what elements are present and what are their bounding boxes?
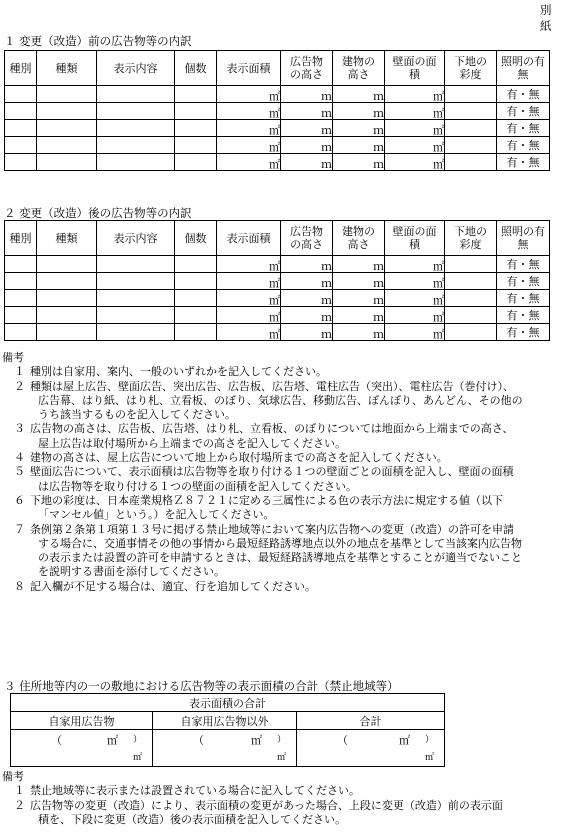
input-cell[interactable] bbox=[37, 86, 97, 103]
unit-label: ｍ bbox=[373, 124, 384, 137]
header-cell: 種類 bbox=[37, 51, 97, 86]
own-ads-value-cell[interactable]: （ ㎡ ） ㎡ bbox=[11, 730, 153, 767]
input-cell[interactable] bbox=[445, 256, 497, 273]
notes-heading: 備考 bbox=[2, 770, 24, 783]
header-cell: 建物の高さ bbox=[333, 51, 385, 86]
unit-label: ｍ bbox=[321, 90, 332, 103]
input-cell[interactable] bbox=[497, 120, 550, 137]
beppyo-label: 別 紙 bbox=[540, 3, 571, 33]
unit-label: ㎡ bbox=[269, 277, 280, 290]
input-cell[interactable] bbox=[281, 256, 333, 273]
input-cell[interactable] bbox=[385, 103, 445, 120]
input-cell[interactable] bbox=[175, 137, 217, 154]
input-cell[interactable] bbox=[497, 256, 550, 273]
input-cell[interactable] bbox=[333, 307, 385, 324]
table-row bbox=[5, 120, 550, 137]
input-cell[interactable] bbox=[37, 324, 97, 341]
header-cell: 照明の有無 bbox=[497, 221, 550, 256]
input-cell[interactable] bbox=[217, 86, 281, 103]
unit-label: ｍ bbox=[373, 311, 384, 324]
input-cell[interactable] bbox=[333, 154, 385, 171]
input-cell[interactable] bbox=[497, 137, 550, 154]
input-cell[interactable] bbox=[333, 273, 385, 290]
input-cell[interactable] bbox=[37, 273, 97, 290]
unit-label: ｍ bbox=[321, 328, 332, 341]
input-cell[interactable] bbox=[97, 103, 175, 120]
input-cell[interactable] bbox=[445, 86, 497, 103]
input-cell[interactable] bbox=[97, 137, 175, 154]
lighting-choice[interactable]: 有・無 bbox=[506, 275, 540, 288]
input-cell[interactable] bbox=[5, 256, 37, 273]
input-cell[interactable] bbox=[217, 290, 281, 307]
unit-label: ㎡ bbox=[269, 294, 280, 307]
unit-label: ㎡ bbox=[433, 124, 444, 137]
input-cell[interactable] bbox=[5, 137, 37, 154]
lighting-choice[interactable]: 有・無 bbox=[506, 105, 540, 118]
after-breakdown-table bbox=[4, 220, 550, 341]
input-cell[interactable] bbox=[445, 120, 497, 137]
input-cell[interactable] bbox=[497, 324, 550, 341]
input-cell[interactable] bbox=[217, 307, 281, 324]
input-cell[interactable] bbox=[217, 256, 281, 273]
input-cell[interactable] bbox=[385, 154, 445, 171]
input-cell[interactable] bbox=[175, 290, 217, 307]
input-cell[interactable] bbox=[37, 120, 97, 137]
lighting-choice[interactable]: 有・無 bbox=[506, 88, 540, 101]
unit-label: ㎡ bbox=[433, 107, 444, 120]
input-cell[interactable] bbox=[97, 120, 175, 137]
lighting-choice[interactable]: 有・無 bbox=[506, 326, 540, 339]
unit-label: ㎡ bbox=[269, 90, 280, 103]
unit-label: ㎡ bbox=[433, 90, 444, 103]
header-cell: 広告物の高さ bbox=[281, 221, 333, 256]
input-cell[interactable] bbox=[445, 290, 497, 307]
input-cell[interactable] bbox=[175, 307, 217, 324]
unit-label: ｍ bbox=[321, 124, 332, 137]
before-breakdown-table bbox=[4, 50, 550, 171]
input-cell[interactable] bbox=[175, 273, 217, 290]
unit-label: ㎡ bbox=[269, 260, 280, 273]
input-cell[interactable] bbox=[5, 273, 37, 290]
table-row bbox=[5, 103, 550, 120]
input-cell[interactable] bbox=[217, 103, 281, 120]
section3-title: ３ 住所地等内の一の敷地における広告物等の表示面積の合計（禁止地域等） bbox=[4, 679, 399, 693]
table-row bbox=[5, 307, 550, 324]
input-cell[interactable] bbox=[175, 256, 217, 273]
input-cell[interactable] bbox=[281, 120, 333, 137]
input-cell[interactable] bbox=[281, 273, 333, 290]
header-cell: 種別 bbox=[5, 221, 37, 256]
total-area-header: 表示面積の合計 bbox=[11, 694, 445, 712]
input-cell[interactable] bbox=[5, 86, 37, 103]
input-cell[interactable] bbox=[37, 290, 97, 307]
unit-label: ㎡ bbox=[269, 328, 280, 341]
input-cell[interactable] bbox=[497, 307, 550, 324]
table-row bbox=[5, 290, 550, 307]
input-cell[interactable] bbox=[385, 307, 445, 324]
unit-label: ｍ bbox=[373, 90, 384, 103]
input-cell[interactable] bbox=[5, 120, 37, 137]
header-cell: 下地の彩度 bbox=[445, 221, 497, 256]
unit-label: ㎡ bbox=[269, 107, 280, 120]
input-cell[interactable] bbox=[217, 324, 281, 341]
header-cell: 広告物の高さ bbox=[281, 51, 333, 86]
input-cell[interactable] bbox=[37, 307, 97, 324]
unit-label: ㎡ bbox=[269, 158, 280, 171]
input-cell[interactable] bbox=[333, 120, 385, 137]
unit-label: ｍ bbox=[373, 107, 384, 120]
unit-label: ｍ bbox=[321, 277, 332, 290]
table-row bbox=[5, 86, 550, 103]
input-cell[interactable] bbox=[97, 290, 175, 307]
input-cell[interactable] bbox=[445, 137, 497, 154]
input-cell[interactable] bbox=[333, 137, 385, 154]
unit-label: ｍ bbox=[321, 107, 332, 120]
unit-label: ｍ bbox=[321, 311, 332, 324]
unit-label: ㎡ bbox=[269, 141, 280, 154]
input-cell[interactable] bbox=[5, 290, 37, 307]
input-cell[interactable] bbox=[281, 324, 333, 341]
unit-label: ㎡ bbox=[433, 141, 444, 154]
input-cell[interactable] bbox=[281, 154, 333, 171]
input-cell[interactable] bbox=[281, 307, 333, 324]
input-cell[interactable] bbox=[281, 103, 333, 120]
header-cell: 建物の高さ bbox=[333, 221, 385, 256]
input-cell[interactable] bbox=[175, 154, 217, 171]
table-row bbox=[5, 256, 550, 273]
unit-label: ㎡ bbox=[269, 311, 280, 324]
input-cell[interactable] bbox=[97, 307, 175, 324]
unit-label: ｍ bbox=[373, 141, 384, 154]
input-cell[interactable] bbox=[497, 103, 550, 120]
header-cell: 種別 bbox=[5, 51, 37, 86]
input-cell[interactable] bbox=[281, 290, 333, 307]
input-cell[interactable] bbox=[385, 137, 445, 154]
header-cell: 表示内容 bbox=[97, 51, 175, 86]
header-cell: 下地の彩度 bbox=[445, 51, 497, 86]
input-cell[interactable] bbox=[37, 256, 97, 273]
input-cell[interactable] bbox=[333, 290, 385, 307]
section1-title: １ 変更（改造）前の広告物等の内訳 bbox=[4, 34, 192, 48]
table-row bbox=[5, 273, 550, 290]
input-cell[interactable] bbox=[333, 324, 385, 341]
header-cell: 表示内容 bbox=[97, 221, 175, 256]
col-total: 合計 bbox=[297, 712, 445, 730]
header-cell: 照明の有無 bbox=[497, 51, 550, 86]
input-cell[interactable] bbox=[5, 154, 37, 171]
input-cell[interactable] bbox=[333, 86, 385, 103]
total-value-cell[interactable]: （ ㎡ ） ㎡ bbox=[297, 730, 445, 767]
input-cell[interactable] bbox=[97, 154, 175, 171]
unit-label: ｍ bbox=[373, 158, 384, 171]
input-cell[interactable] bbox=[175, 120, 217, 137]
unit-label: ｍ bbox=[321, 294, 332, 307]
input-cell[interactable] bbox=[175, 324, 217, 341]
unit-label: ㎡ bbox=[433, 311, 444, 324]
input-cell[interactable] bbox=[97, 273, 175, 290]
table-row bbox=[5, 137, 550, 154]
unit-label: ㎡ bbox=[433, 260, 444, 273]
input-cell[interactable] bbox=[217, 120, 281, 137]
unit-label: ｍ bbox=[373, 260, 384, 273]
input-cell[interactable] bbox=[497, 86, 550, 103]
header-cell: 個数 bbox=[175, 51, 217, 86]
unit-label: ｍ bbox=[321, 158, 332, 171]
input-cell[interactable] bbox=[497, 154, 550, 171]
section2-title: ２ 変更（改造）後の広告物等の内訳 bbox=[4, 206, 192, 220]
table-row bbox=[5, 324, 550, 341]
unit-label: ｍ bbox=[373, 328, 384, 341]
input-cell[interactable] bbox=[385, 256, 445, 273]
input-cell[interactable] bbox=[97, 324, 175, 341]
input-cell[interactable] bbox=[37, 137, 97, 154]
header-cell: 壁面の面積 bbox=[385, 221, 445, 256]
input-cell[interactable] bbox=[175, 86, 217, 103]
input-cell[interactable] bbox=[97, 86, 175, 103]
non-own-ads-value-cell[interactable]: （ ㎡ ） ㎡ bbox=[153, 730, 297, 767]
unit-label: ㎡ bbox=[433, 328, 444, 341]
unit-label: ㎡ bbox=[433, 294, 444, 307]
unit-label: ㎡ bbox=[433, 158, 444, 171]
col-own-ads: 自家用広告物 bbox=[11, 712, 153, 730]
lighting-choice[interactable]: 有・無 bbox=[506, 258, 540, 271]
unit-label: ｍ bbox=[321, 141, 332, 154]
input-cell[interactable] bbox=[5, 103, 37, 120]
unit-label: ｍ bbox=[373, 277, 384, 290]
lighting-choice[interactable]: 有・無 bbox=[506, 309, 540, 322]
input-cell[interactable] bbox=[217, 273, 281, 290]
header-cell: 表示面積 bbox=[217, 221, 281, 256]
input-cell[interactable] bbox=[217, 137, 281, 154]
total-area-table bbox=[10, 693, 445, 767]
input-cell[interactable] bbox=[217, 154, 281, 171]
input-cell[interactable] bbox=[445, 154, 497, 171]
input-cell[interactable] bbox=[385, 290, 445, 307]
input-cell[interactable] bbox=[281, 137, 333, 154]
input-cell[interactable] bbox=[333, 103, 385, 120]
input-cell[interactable] bbox=[445, 324, 497, 341]
header-cell: 表示面積 bbox=[217, 51, 281, 86]
unit-label: ｍ bbox=[373, 294, 384, 307]
input-cell[interactable] bbox=[497, 273, 550, 290]
input-cell[interactable] bbox=[37, 154, 97, 171]
unit-label: ㎡ bbox=[433, 277, 444, 290]
input-cell[interactable] bbox=[385, 120, 445, 137]
header-cell: 種類 bbox=[37, 221, 97, 256]
table-row bbox=[5, 154, 550, 171]
lighting-choice[interactable]: 有・無 bbox=[506, 122, 540, 135]
input-cell[interactable] bbox=[445, 273, 497, 290]
input-cell[interactable] bbox=[5, 324, 37, 341]
header-cell: 個数 bbox=[175, 221, 217, 256]
header-cell: 壁面の面積 bbox=[385, 51, 445, 86]
lighting-choice[interactable]: 有・無 bbox=[506, 292, 540, 305]
col-non-own-ads: 自家用広告物以外 bbox=[153, 712, 297, 730]
input-cell[interactable] bbox=[5, 307, 37, 324]
input-cell[interactable] bbox=[37, 103, 97, 120]
input-cell[interactable] bbox=[445, 103, 497, 120]
input-cell[interactable] bbox=[333, 256, 385, 273]
input-cell[interactable] bbox=[385, 273, 445, 290]
lighting-choice[interactable]: 有・無 bbox=[506, 139, 540, 152]
unit-label: ｍ bbox=[321, 260, 332, 273]
input-cell[interactable] bbox=[497, 290, 550, 307]
notes-heading: 備考 bbox=[2, 351, 24, 364]
input-cell[interactable] bbox=[385, 324, 445, 341]
input-cell[interactable] bbox=[385, 86, 445, 103]
input-cell[interactable] bbox=[97, 256, 175, 273]
input-cell[interactable] bbox=[175, 103, 217, 120]
unit-label: ㎡ bbox=[269, 124, 280, 137]
input-cell[interactable] bbox=[281, 86, 333, 103]
input-cell[interactable] bbox=[445, 307, 497, 324]
lighting-choice[interactable]: 有・無 bbox=[506, 156, 540, 169]
